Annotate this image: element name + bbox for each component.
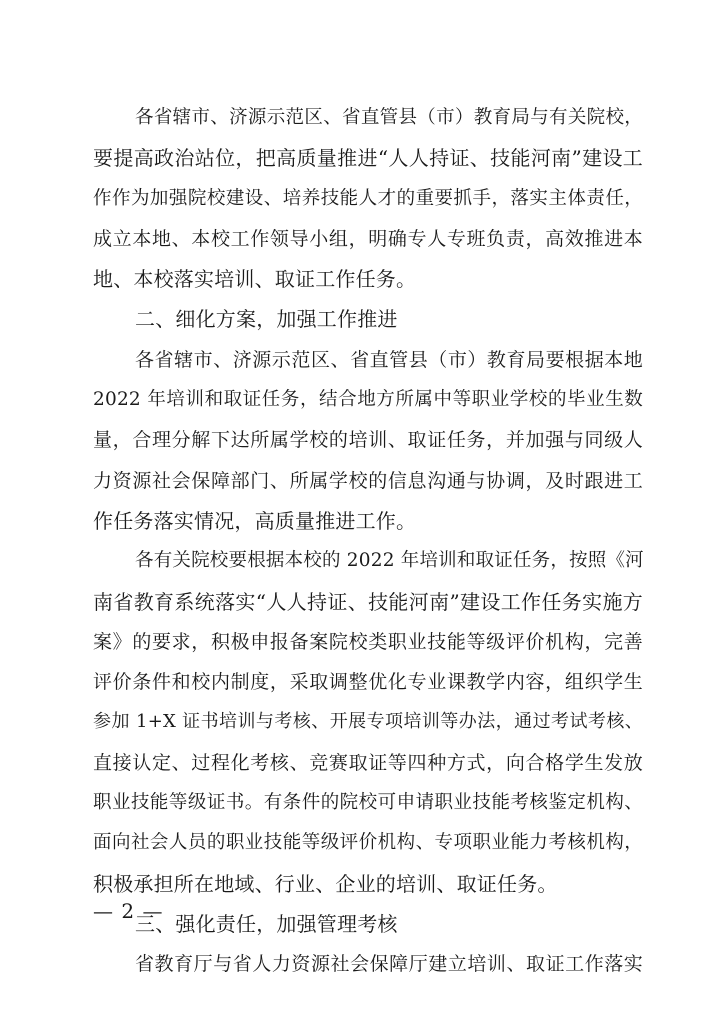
text-line: 作任务落实情况，高质量推进工作。 [93,508,417,533]
section-heading: 三、强化责任，加强管理考核 [135,911,398,936]
section-heading: 二、细化方案，加强工作推进 [135,307,398,332]
body-text [93,98,643,985]
text-line: 各有关院校要根据本校的 2022 年培训和取证任务，按照《河 [135,550,644,572]
text-line: 职业技能等级证书。有条件的院校可申请职业技能考核鉴定机构、 [93,792,643,814]
text-line: 案》的要求，积极申报备案院校类职业技能等级评价机构，完善 [93,630,643,653]
text-line: 作作为加强院校建设、培养技能人才的重要抓手，落实主体责任， [93,187,643,209]
text-line: 成立本地、本校工作领导小组，明确专人专班负责，高效推进本 [93,227,643,250]
page-number: — 2 — [93,899,164,923]
text-line: 力资源社会保障部门、所属学校的信息沟通与协调，及时跟进工 [93,469,643,492]
text-line: 参加 1+X 证书培训与考核、开展专项培训等办法，通过考试考核、 [93,711,643,733]
text-line: 直接认定、过程化考核、竞赛取证等四种方式，向合格学生发放 [93,751,643,774]
text-line: 要提高政治站位，把高质量推进“人人持证、技能河南”建设工 [93,146,643,171]
text-line: 各省辖市、济源示范区、省直管县（市）教育局与有关院校， [135,107,643,128]
text-line: 积极承担所在地域、行业、企业的培训、取证任务。 [93,871,558,896]
text-line: 量，合理分解下达所属学校的培训、取证任务，并加强与同级人 [93,429,643,452]
text-line: 省教育厅与省人力资源社会保障厅建立培训、取证工作落实 [135,953,643,976]
text-line: 面向社会人员的职业技能等级评价机构、专项职业能力考核机构， [93,832,643,854]
text-line: 地、本校落实培训、取证工作任务。 [93,267,417,292]
text-line: 南省教育系统落实“人人持证、技能河南”建设工作任务实施方 [93,589,643,614]
text-line: 2022 年培训和取证任务，结合地方所属中等职业学校的毕业生数 [93,389,643,411]
text-line: 各省辖市、济源示范区、省直管县（市）教育局要根据本地 [135,348,643,371]
text-line: 评价条件和校内制度，采取调整优化专业课教学内容，组织学生 [93,671,643,694]
